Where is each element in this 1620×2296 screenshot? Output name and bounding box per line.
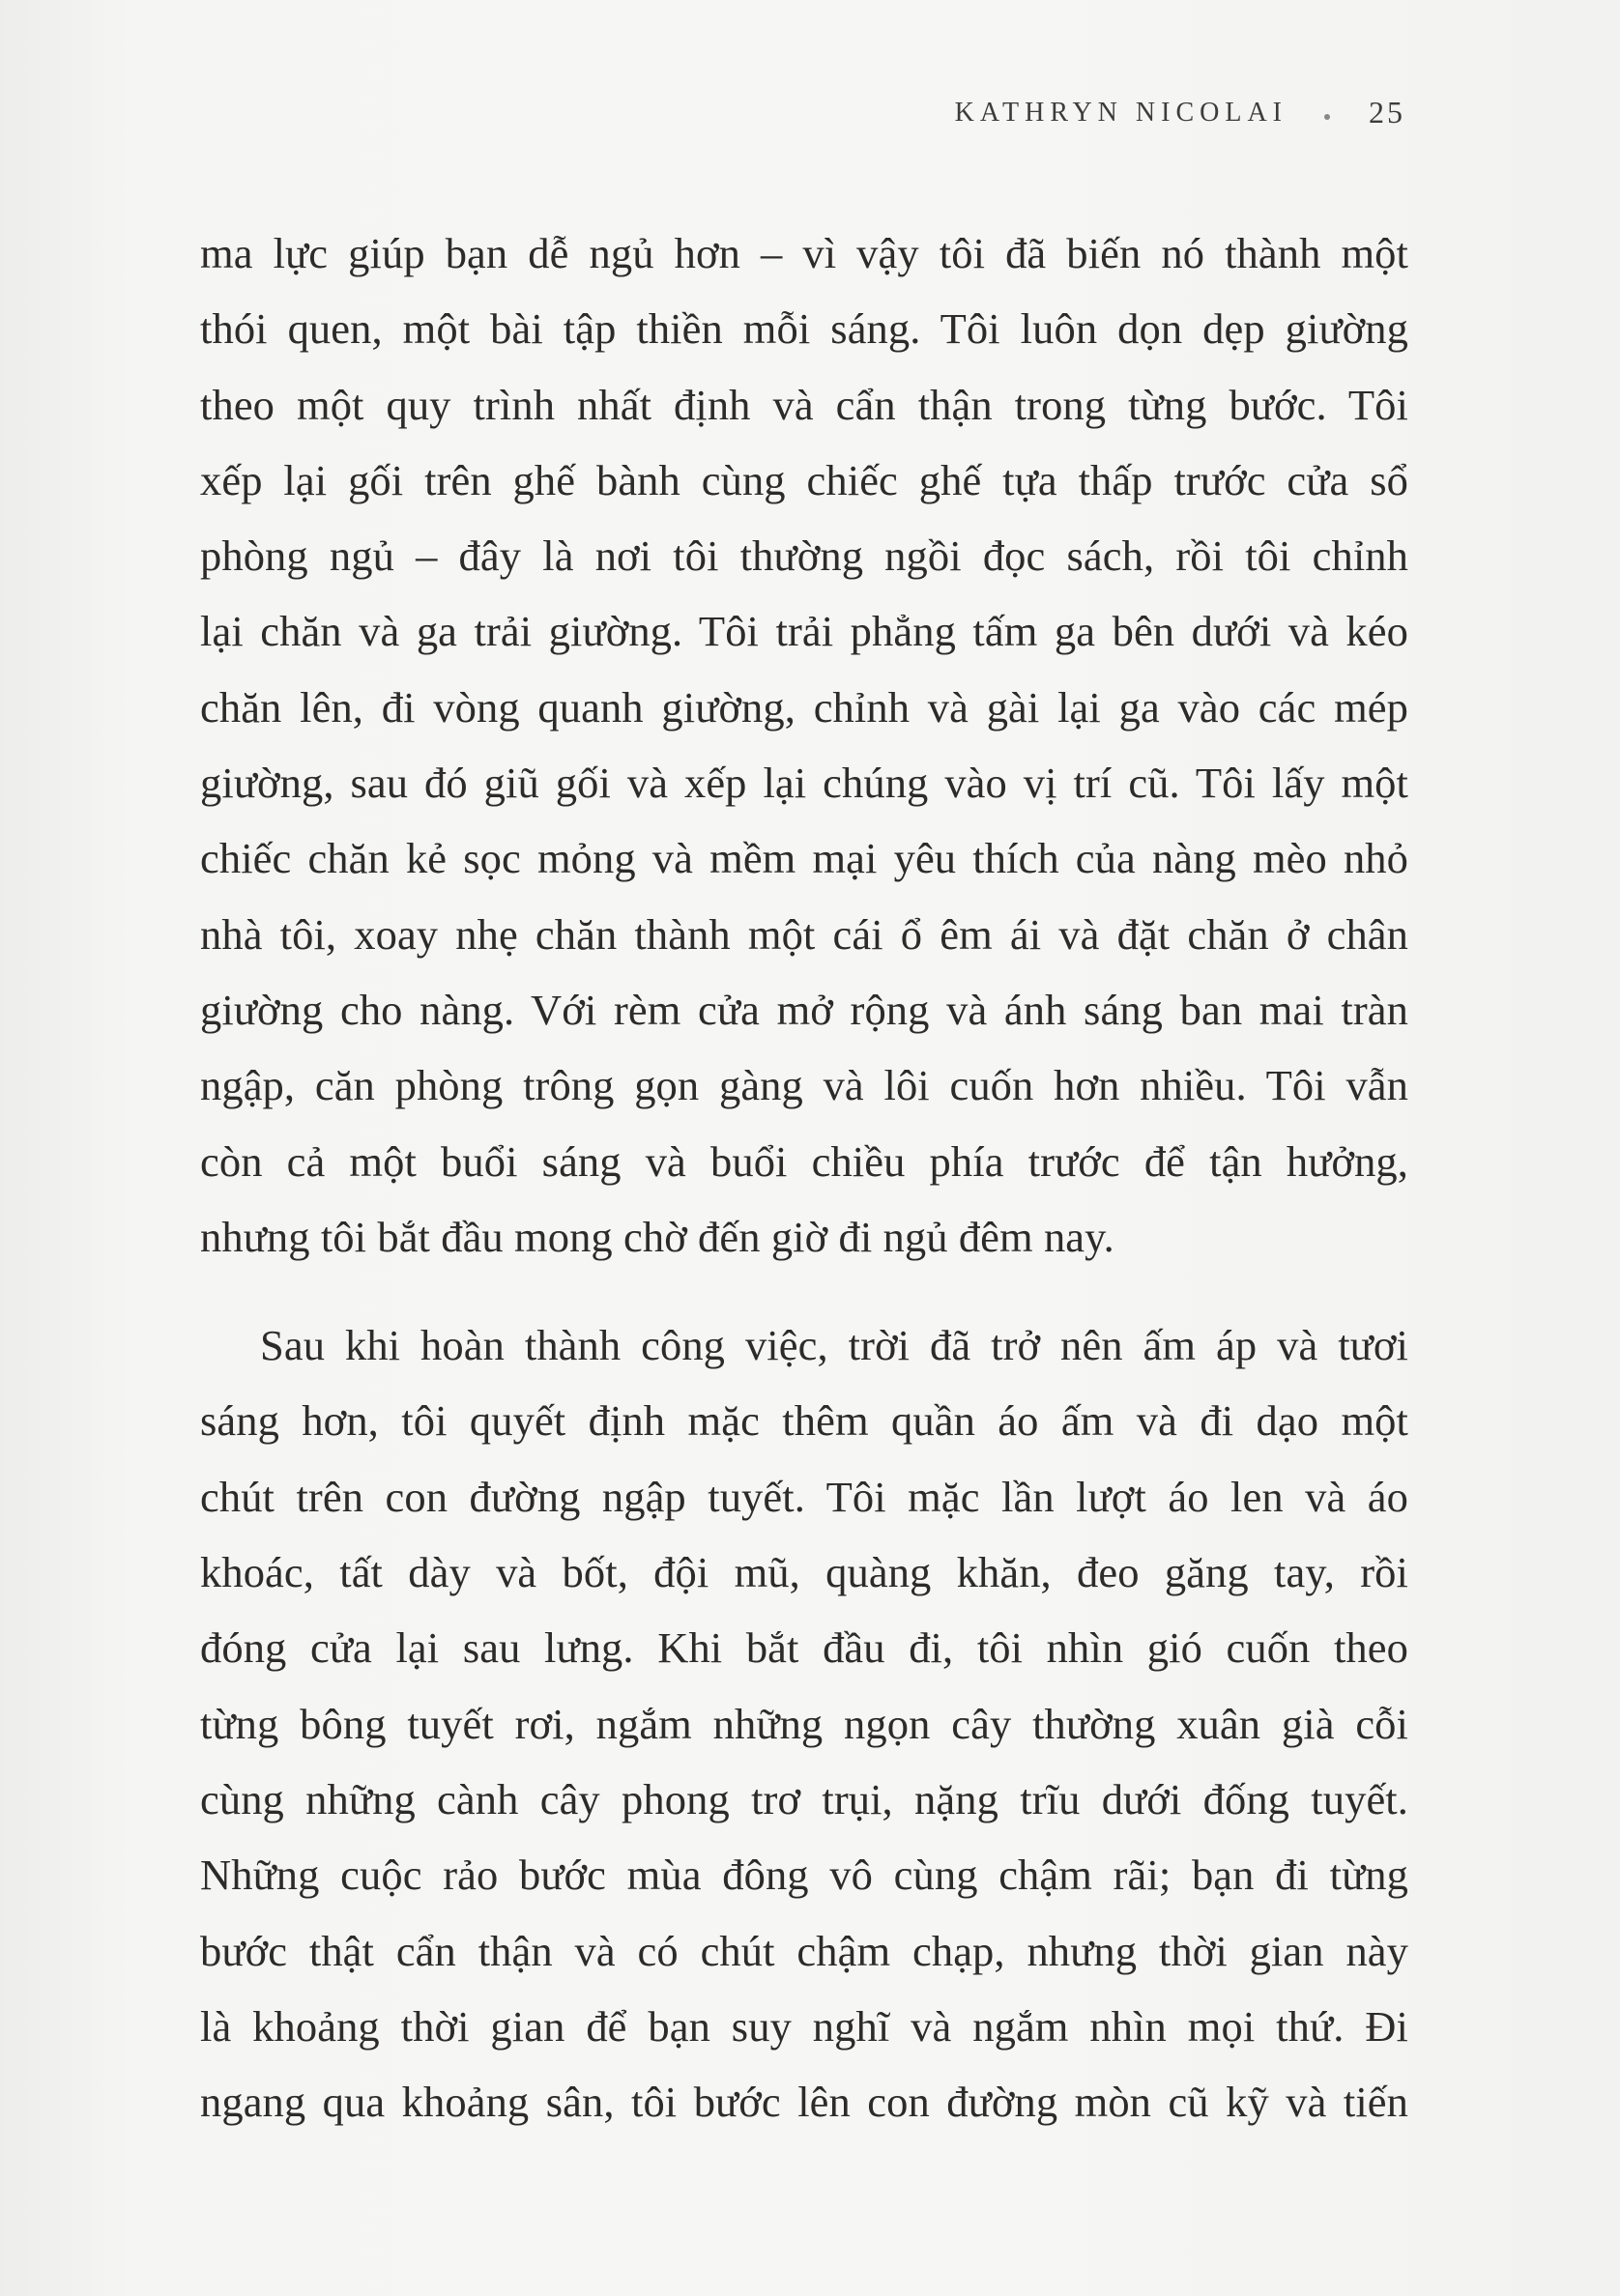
text-line: là khoảng thời gian để bạn suy nghĩ và ngắm nhìn mọi thứ. Đi <box>200 2001 1408 2051</box>
text-line: chút trên con đường ngập tuyết. Tôi mặc lần lượt áo len và áo <box>200 1472 1408 1521</box>
text-line: chăn lên, đi vòng quanh giường, chỉnh và gài lại ga vào các mép <box>200 682 1408 732</box>
text-line: phòng ngủ – đây là nơi tôi thường ngồi đọc sách, rồi tôi chỉnh <box>200 531 1408 581</box>
text-line: cùng những cành cây phong trơ trụi, nặng trĩu dưới đống tuyết. <box>200 1774 1408 1823</box>
body-text <box>200 215 1408 2139</box>
text-line: nhà tôi, xoay nhẹ chăn thành một cái ổ êm ái và đặt chăn ở chân <box>200 909 1408 959</box>
paragraph-1 <box>200 215 1408 1275</box>
text-line: thói quen, một bài tập thiền mỗi sáng. Tôi luôn dọn dẹp giường <box>200 304 1408 354</box>
text-line: giường, sau đó giũ gối và xếp lại chúng vào vị trí cũ. Tôi lấy một <box>200 759 1408 808</box>
text-line: bước thật cẩn thận và có chút chậm chạp, nhưng thời gian này <box>200 1926 1408 1975</box>
text-line: giường cho nàng. Với rèm cửa mở rộng và ánh sáng ban mai tràn <box>200 985 1408 1034</box>
text-line: nhưng tôi bắt đầu mong chờ đến giờ đi ngủ đêm nay. <box>200 1212 1114 1261</box>
header-separator-dot <box>1324 114 1330 120</box>
text-line: ngang qua khoảng sân, tôi bước lên con đường mòn cũ kỹ và tiến <box>200 2078 1408 2127</box>
text-line: lại chăn và ga trải giường. Tôi trải phẳng tấm ga bên dưới và kéo <box>200 607 1408 656</box>
text-line: chiếc chăn kẻ sọc mỏng và mềm mại yêu thích của nàng mèo nhỏ <box>200 834 1408 883</box>
paragraph-gap <box>200 1275 1408 1307</box>
text-line: sáng hơn, tôi quyết định mặc thêm quần áo ấm và đi dạo một <box>200 1396 1408 1446</box>
text-line: ngập, căn phòng trông gọn gàng và lôi cuốn hơn nhiều. Tôi vẫn <box>200 1061 1408 1110</box>
text-line: Sau khi hoàn thành công việc, trời đã trở nên ấm áp và tươi <box>260 1321 1408 1370</box>
page-number: 25 <box>1369 95 1405 129</box>
text-line: khoác, tất dày và bốt, đội mũ, quàng khăn, đeo găng tay, rồi <box>200 1548 1408 1597</box>
text-line: xếp lại gối trên ghế bành cùng chiếc ghế tựa thấp trước cửa sổ <box>200 455 1408 504</box>
paragraph-2 <box>200 1307 1408 2139</box>
text-line: còn cả một buổi sáng và buổi chiều phía trước để tận hưởng, <box>200 1136 1408 1186</box>
running-header-author: KATHRYN NICOLAI <box>954 97 1287 128</box>
text-line: từng bông tuyết rơi, ngắm những ngọn cây thường xuân già cỗi <box>200 1699 1408 1748</box>
text-line: đóng cửa lại sau lưng. Khi bắt đầu đi, tôi nhìn gió cuốn theo <box>200 1623 1408 1673</box>
running-header <box>955 95 1405 130</box>
text-line: theo một quy trình nhất định và cẩn thận trong từng bước. Tôi <box>200 380 1408 429</box>
text-line: ma lực giúp bạn dễ ngủ hơn – vì vậy tôi đã biến nó thành một <box>200 229 1408 277</box>
text-line: Những cuộc rảo bước mùa đông vô cùng chậm rãi; bạn đi từng <box>200 1851 1408 1900</box>
